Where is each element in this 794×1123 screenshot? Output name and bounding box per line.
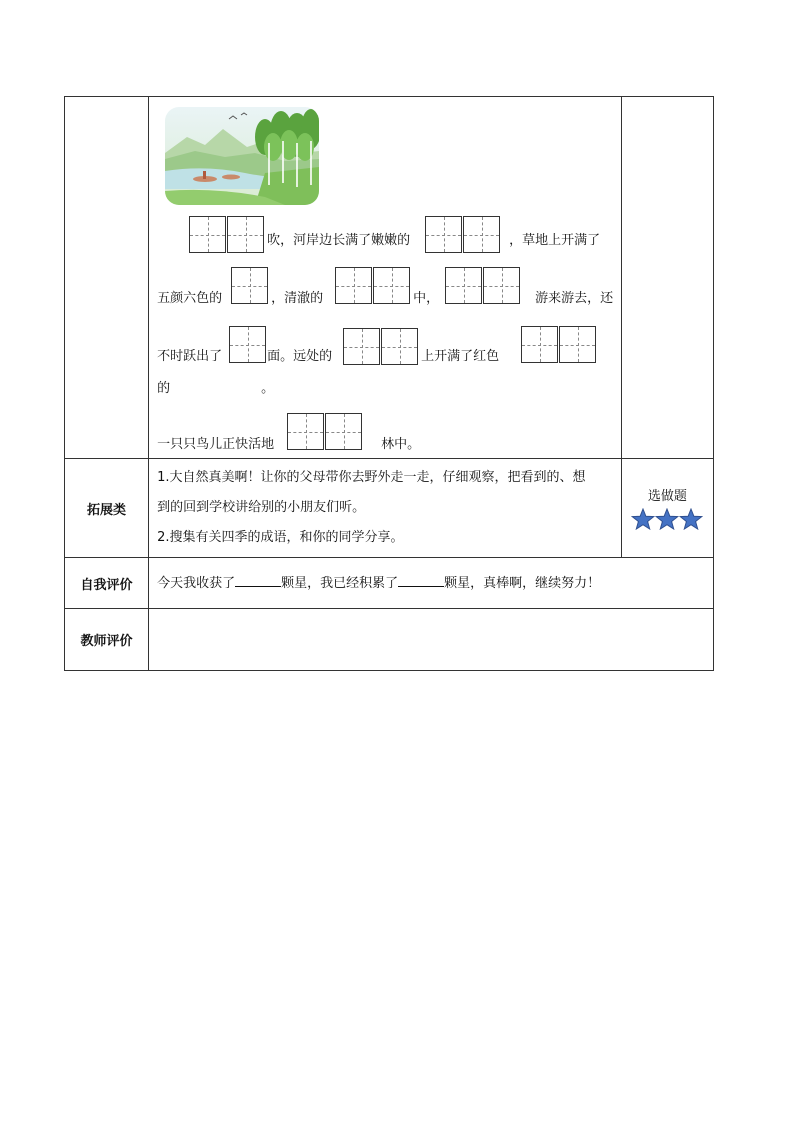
writing-box[interactable] xyxy=(425,216,462,253)
text-segment: 面。远处的 xyxy=(267,349,333,364)
teacher-eval-row xyxy=(65,609,714,671)
writing-box[interactable] xyxy=(287,413,324,450)
optional-cell xyxy=(621,459,713,558)
self-eval-content xyxy=(149,558,714,609)
writing-box[interactable] xyxy=(559,326,596,363)
writing-box[interactable] xyxy=(229,326,266,363)
writing-box[interactable] xyxy=(483,267,520,304)
worksheet-table xyxy=(64,96,714,671)
writing-box[interactable] xyxy=(463,216,500,253)
extension-row xyxy=(65,459,714,558)
extension-item-2: 2.搜集有关四季的成语，和你的同学分享。 xyxy=(157,530,404,545)
writing-box[interactable] xyxy=(325,413,362,450)
self-eval-part-3: 颗星，真棒啊，继续努力！ xyxy=(444,576,601,591)
text-segment: 中， xyxy=(413,291,440,306)
text-segment: 吹，河岸边长满了嫩嫩的 xyxy=(267,233,411,248)
extension-item-1-line-2: 到的回到学校讲给别的小朋友们听。 xyxy=(157,500,366,515)
text-segment: 五颜六色的 xyxy=(157,291,223,306)
text-segment: 林中。 xyxy=(381,437,421,452)
landscape-image xyxy=(165,107,319,205)
star-rating xyxy=(622,508,713,530)
extension-label: 拓展类 xyxy=(65,459,149,558)
teacher-eval-label: 教师评价 xyxy=(65,609,149,671)
writing-box[interactable] xyxy=(381,328,418,365)
star-icon[interactable] xyxy=(631,508,655,530)
writing-box[interactable] xyxy=(189,216,226,253)
self-eval-part-1: 今天我收获了 xyxy=(157,576,236,591)
optional-label: 选做题 xyxy=(647,489,687,504)
star-icon[interactable] xyxy=(655,508,679,530)
writing-box[interactable] xyxy=(445,267,482,304)
extension-content xyxy=(149,459,622,558)
nature-scene-illustration xyxy=(165,107,319,205)
text-segment: 游来游去，还 xyxy=(535,291,614,306)
self-eval-part-2: 颗星，我已经积累了 xyxy=(281,576,399,591)
text-segment: 的 xyxy=(157,381,171,396)
text-segment: ，草地上开满了 xyxy=(509,233,601,248)
extension-item-1-line-1: 1.大自然真美啊！让你的父母带你去野外走一走，仔细观察，把看到的、想 xyxy=(157,470,586,485)
star-icon[interactable] xyxy=(679,508,703,530)
text-segment: 一只只鸟儿正快活地 xyxy=(157,437,275,452)
exercise-label-cell xyxy=(65,97,149,459)
text-segment: ，清澈的 xyxy=(271,291,324,306)
writing-box[interactable] xyxy=(231,267,268,304)
writing-box[interactable] xyxy=(335,267,372,304)
text-segment: 上开满了红色 xyxy=(421,349,500,364)
stars-earned-blank[interactable] xyxy=(235,572,281,587)
writing-box[interactable] xyxy=(343,328,380,365)
teacher-eval-content[interactable] xyxy=(149,609,714,671)
self-eval-label: 自我评价 xyxy=(65,558,149,609)
writing-box[interactable] xyxy=(227,216,264,253)
writing-box[interactable] xyxy=(521,326,558,363)
exercise-row xyxy=(65,97,714,459)
exercise-cell xyxy=(149,97,622,459)
text-segment: 。 xyxy=(261,381,275,396)
exercise-side-cell xyxy=(621,97,713,459)
stars-total-blank[interactable] xyxy=(398,572,444,587)
self-eval-row xyxy=(65,558,714,609)
writing-box[interactable] xyxy=(373,267,410,304)
text-segment: 不时跃出了 xyxy=(157,349,223,364)
